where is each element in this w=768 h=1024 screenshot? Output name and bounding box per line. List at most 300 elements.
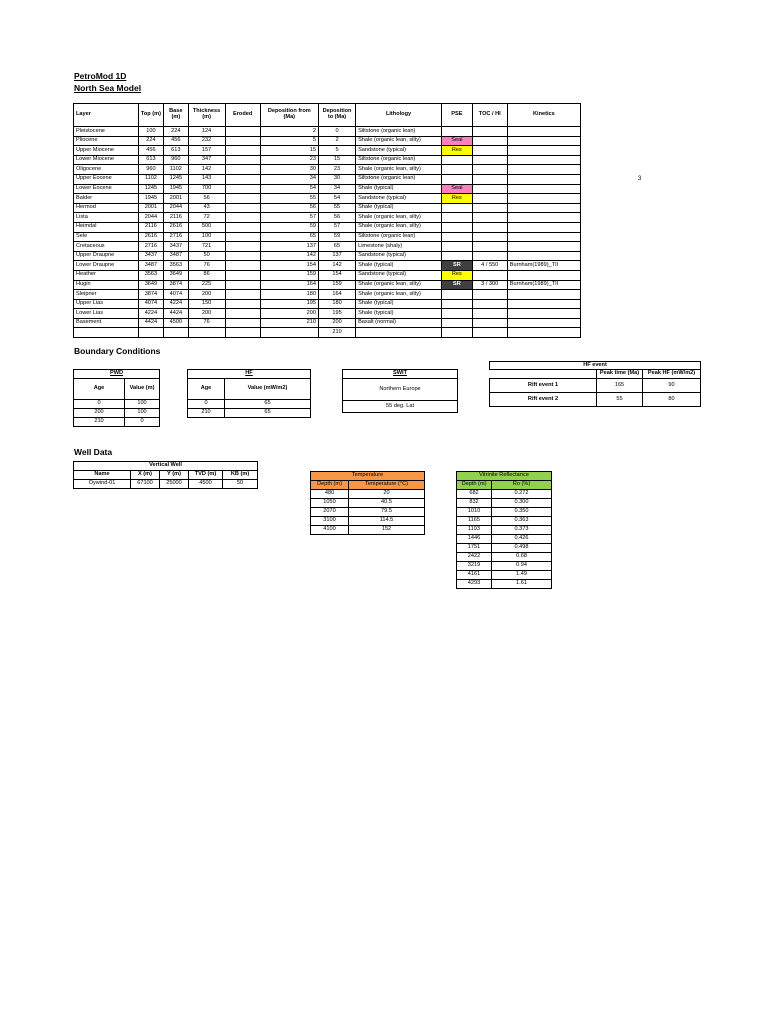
layer-cell-eroded bbox=[225, 261, 260, 271]
layer-cell-base: 4424 bbox=[164, 309, 188, 319]
layer-cell-kinetics bbox=[507, 222, 580, 232]
layer-row bbox=[74, 194, 581, 204]
layer-cell-lithology: Shale (typical) bbox=[356, 184, 442, 194]
layer-cell-kinetics bbox=[507, 184, 580, 194]
layer-row bbox=[74, 213, 581, 223]
layer-cell-kinetics bbox=[507, 203, 580, 213]
layer-cell-thickness: 76 bbox=[188, 318, 225, 328]
temperature-table bbox=[310, 471, 425, 535]
layer-cell-eroded bbox=[225, 299, 260, 309]
layer-cell-kinetics bbox=[507, 194, 580, 204]
layer-cell-lithology: Siltstone (organic lean) bbox=[356, 155, 442, 165]
layer-cell-lithology: Shale (typical) bbox=[356, 309, 442, 319]
hf-cell: 210 bbox=[188, 409, 225, 418]
layer-cell-toc-hi bbox=[472, 165, 507, 175]
layer-cell-top: 456 bbox=[138, 146, 163, 156]
layer-cell-top: 613 bbox=[138, 155, 163, 165]
layer-cell-dep-to: 0 bbox=[318, 127, 355, 137]
layer-cell-kinetics bbox=[507, 318, 580, 328]
vitrinite-row bbox=[457, 580, 552, 589]
layer-cell-pse: SR bbox=[441, 280, 472, 290]
layer-cell-dep-from: 154 bbox=[260, 261, 318, 271]
layer-cell-thickness: 157 bbox=[188, 146, 225, 156]
pwd-cell: 100 bbox=[125, 400, 160, 409]
swit-region: Northern Europe bbox=[343, 379, 458, 401]
vertical-well-table bbox=[73, 461, 258, 489]
vitrinite-cell: 0.363 bbox=[492, 517, 552, 526]
layer-cell-eroded bbox=[225, 146, 260, 156]
vitrinite-cell: 1446 bbox=[457, 535, 492, 544]
layer-cell-eroded bbox=[225, 309, 260, 319]
layer-cell-top: 4224 bbox=[138, 309, 163, 319]
layers-header-cell: Deposition from (Ma) bbox=[260, 104, 318, 127]
vitrinite-cell: 1193 bbox=[457, 526, 492, 535]
layer-cell-top: 3874 bbox=[138, 290, 163, 300]
vitrinite-cell: 0.300 bbox=[492, 499, 552, 508]
layer-cell-dep-from: 210 bbox=[260, 318, 318, 328]
hf-event-cell: 90 bbox=[643, 379, 701, 393]
layers-header-cell: Kinetics bbox=[507, 104, 580, 127]
layer-cell-dep-from bbox=[260, 328, 318, 338]
layer-row bbox=[74, 165, 581, 175]
layer-cell-dep-to: 23 bbox=[318, 165, 355, 175]
layer-row bbox=[74, 318, 581, 328]
layer-cell-eroded bbox=[225, 213, 260, 223]
layer-cell-top: 3563 bbox=[138, 270, 163, 280]
vitrinite-depth-header: Depth (m) bbox=[457, 481, 492, 490]
vitrinite-cell: 4161 bbox=[457, 571, 492, 580]
layer-cell-thickness: 200 bbox=[188, 309, 225, 319]
temperature-cell: 2070 bbox=[311, 508, 349, 517]
layer-cell-kinetics bbox=[507, 251, 580, 261]
layer-row bbox=[74, 309, 581, 319]
layer-cell-dep-to: 54 bbox=[318, 194, 355, 204]
layer-cell-layer: Basement bbox=[74, 318, 139, 328]
pwd-cell: 210 bbox=[74, 418, 125, 427]
layer-cell-lithology bbox=[356, 328, 442, 338]
layer-row bbox=[74, 261, 581, 271]
layer-cell-eroded bbox=[225, 318, 260, 328]
layers-header-cell: TOC / HI bbox=[472, 104, 507, 127]
layer-cell-toc-hi bbox=[472, 309, 507, 319]
layer-cell-lithology: Shale (typical) bbox=[356, 261, 442, 271]
layer-cell-layer: Lower Lias bbox=[74, 309, 139, 319]
layer-cell-dep-from: 56 bbox=[260, 203, 318, 213]
layer-cell-kinetics bbox=[507, 127, 580, 137]
layer-cell-layer: Sele bbox=[74, 232, 139, 242]
hf-event-cell: Rift event 1 bbox=[490, 379, 597, 393]
layer-cell-base: 2716 bbox=[164, 232, 188, 242]
layer-cell-dep-to: 55 bbox=[318, 203, 355, 213]
vertical-well-cell: 25000 bbox=[160, 480, 189, 489]
layer-cell-eroded bbox=[225, 270, 260, 280]
layer-cell-layer: Sleipner bbox=[74, 290, 139, 300]
well-title: Well Data bbox=[74, 447, 113, 457]
layer-cell-kinetics bbox=[507, 290, 580, 300]
layer-cell-layer: Upper Miocene bbox=[74, 146, 139, 156]
layer-cell-thickness: 143 bbox=[188, 174, 225, 184]
layer-cell-kinetics: Burnham(1989)_TII bbox=[507, 280, 580, 290]
vertical-well-cell: 67100 bbox=[131, 480, 160, 489]
layer-row bbox=[74, 290, 581, 300]
layer-cell-thickness: 142 bbox=[188, 165, 225, 175]
layer-cell-thickness: 86 bbox=[188, 270, 225, 280]
layer-cell-dep-from: 55 bbox=[260, 194, 318, 204]
vertical-well-cell: 50 bbox=[223, 480, 258, 489]
pwd-age-header: Age bbox=[74, 379, 125, 400]
layer-cell-pse bbox=[441, 318, 472, 328]
layer-cell-top: 2616 bbox=[138, 232, 163, 242]
temperature-cell: 3100 bbox=[311, 517, 349, 526]
vertical-well-header-cell: KB (m) bbox=[223, 471, 258, 480]
layer-cell-lithology: Shale (organic lean, silty) bbox=[356, 165, 442, 175]
swit-table bbox=[342, 369, 458, 413]
hf-event-cell: Rift event 2 bbox=[490, 393, 597, 407]
layer-cell-top: 2116 bbox=[138, 222, 163, 232]
pwd-row bbox=[74, 409, 160, 418]
vitrinite-cell: 2422 bbox=[457, 553, 492, 562]
layer-row bbox=[74, 270, 581, 280]
layer-cell-eroded bbox=[225, 194, 260, 204]
layer-cell-dep-to: 2 bbox=[318, 136, 355, 146]
vitrinite-cell: 0.94 bbox=[492, 562, 552, 571]
layer-cell-pse bbox=[441, 222, 472, 232]
layer-cell-toc-hi: 3 / 300 bbox=[472, 280, 507, 290]
layer-cell-pse bbox=[441, 203, 472, 213]
layer-cell-base: 3874 bbox=[164, 280, 188, 290]
hf-table bbox=[187, 369, 311, 418]
pwd-value-header: Value (m) bbox=[125, 379, 160, 400]
layer-cell-dep-to: 159 bbox=[318, 280, 355, 290]
layer-cell-thickness: 232 bbox=[188, 136, 225, 146]
layer-cell-eroded bbox=[225, 251, 260, 261]
layer-cell-toc-hi bbox=[472, 136, 507, 146]
layer-cell-dep-to: 56 bbox=[318, 213, 355, 223]
layer-cell-toc-hi bbox=[472, 203, 507, 213]
layer-cell-layer: Upper Lias bbox=[74, 299, 139, 309]
layer-cell-layer: Hugin bbox=[74, 280, 139, 290]
layer-cell-base: 456 bbox=[164, 136, 188, 146]
layer-cell-lithology: Siltstone (organic lean) bbox=[356, 232, 442, 242]
vitrinite-cell: 832 bbox=[457, 499, 492, 508]
layer-cell-dep-from: 5 bbox=[260, 136, 318, 146]
layer-row bbox=[74, 146, 581, 156]
layer-cell-top: 224 bbox=[138, 136, 163, 146]
vertical-well-header-cell: Name bbox=[74, 471, 131, 480]
layer-cell-eroded bbox=[225, 328, 260, 338]
vitrinite-cell: 1.49 bbox=[492, 571, 552, 580]
hf-event-table bbox=[489, 361, 701, 407]
layer-cell-base: 2001 bbox=[164, 194, 188, 204]
layer-cell-eroded bbox=[225, 136, 260, 146]
pwd-table bbox=[73, 369, 160, 427]
layer-cell-layer: Upper Draupne bbox=[74, 251, 139, 261]
layer-cell-pse bbox=[441, 213, 472, 223]
layer-row bbox=[74, 232, 581, 242]
hf-event-peak-time-header: Peak time (Ma) bbox=[597, 370, 643, 379]
layer-cell-kinetics bbox=[507, 242, 580, 252]
layer-cell-dep-to: 5 bbox=[318, 146, 355, 156]
layers-header-cell: Eroded bbox=[225, 104, 260, 127]
layer-cell-lithology: Sandstone (typical) bbox=[356, 270, 442, 280]
layer-cell-lithology: Siltstone (organic lean) bbox=[356, 174, 442, 184]
layers-header-cell: Base (m) bbox=[164, 104, 188, 127]
layer-cell-base: 4224 bbox=[164, 299, 188, 309]
hf-cell: 0 bbox=[188, 400, 225, 409]
layer-cell-layer: Heimdal bbox=[74, 222, 139, 232]
vitrinite-cell: 4293 bbox=[457, 580, 492, 589]
layers-header-cell: Lithology bbox=[356, 104, 442, 127]
layer-cell-layer: Hermod bbox=[74, 203, 139, 213]
layer-cell-toc-hi bbox=[472, 155, 507, 165]
pwd-title: PWD bbox=[74, 370, 160, 379]
temperature-row bbox=[311, 517, 425, 526]
layer-cell-dep-from: 30 bbox=[260, 165, 318, 175]
temperature-cell: 114.5 bbox=[349, 517, 425, 526]
vitrinite-row bbox=[457, 553, 552, 562]
layer-cell-eroded bbox=[225, 165, 260, 175]
layer-cell-layer: Lista bbox=[74, 213, 139, 223]
temperature-row bbox=[311, 490, 425, 499]
layer-cell-dep-to: 154 bbox=[318, 270, 355, 280]
layer-cell-base bbox=[164, 328, 188, 338]
temperature-cell: 40.5 bbox=[349, 499, 425, 508]
doc-subtitle: North Sea Model bbox=[74, 83, 142, 93]
layer-cell-base: 1945 bbox=[164, 184, 188, 194]
layer-cell-base: 224 bbox=[164, 127, 188, 137]
layer-cell-dep-to: 137 bbox=[318, 251, 355, 261]
layer-cell-base: 3437 bbox=[164, 242, 188, 252]
vitrinite-cell: 1.61 bbox=[492, 580, 552, 589]
vertical-well-row bbox=[74, 480, 258, 489]
layer-cell-eroded bbox=[225, 280, 260, 290]
layer-cell-layer: Oligocene bbox=[74, 165, 139, 175]
layer-cell-pse bbox=[441, 299, 472, 309]
layer-cell-layer: Lower Draupne bbox=[74, 261, 139, 271]
temperature-depth-header: Depth (m) bbox=[311, 481, 349, 490]
layers-header-cell: PSE bbox=[441, 104, 472, 127]
vertical-well-cell: 4500 bbox=[189, 480, 223, 489]
layer-cell-top: 2001 bbox=[138, 203, 163, 213]
vertical-well-header-cell: TVD (m) bbox=[189, 471, 223, 480]
layer-cell-eroded bbox=[225, 232, 260, 242]
vitrinite-row bbox=[457, 562, 552, 571]
layer-cell-kinetics bbox=[507, 232, 580, 242]
layer-cell-base: 3563 bbox=[164, 261, 188, 271]
layer-cell-pse bbox=[441, 232, 472, 242]
layers-table bbox=[73, 103, 581, 338]
vitrinite-title: Vitrinite Reflectance bbox=[457, 472, 552, 481]
layer-cell-dep-from: 15 bbox=[260, 146, 318, 156]
vitrinite-cell: 0.498 bbox=[492, 544, 552, 553]
temperature-cell: 4100 bbox=[311, 526, 349, 535]
vitrinite-cell: 3219 bbox=[457, 562, 492, 571]
layer-cell-toc-hi bbox=[472, 222, 507, 232]
layer-cell-toc-hi bbox=[472, 318, 507, 328]
temperature-cell: 79.5 bbox=[349, 508, 425, 517]
layer-cell-dep-to: 57 bbox=[318, 222, 355, 232]
layer-cell-dep-from: 180 bbox=[260, 290, 318, 300]
layer-cell-dep-from: 195 bbox=[260, 299, 318, 309]
layer-cell-pse bbox=[441, 309, 472, 319]
vertical-well-cell: Oywind-01 bbox=[74, 480, 131, 489]
layer-cell-toc-hi bbox=[472, 299, 507, 309]
layer-cell-lithology: Basalt (normal) bbox=[356, 318, 442, 328]
layer-cell-thickness: 72 bbox=[188, 213, 225, 223]
layer-cell-pse: Res bbox=[441, 194, 472, 204]
vitrinite-row bbox=[457, 508, 552, 517]
swit-title: SWIT bbox=[343, 370, 458, 379]
layer-cell-layer bbox=[74, 328, 139, 338]
layer-cell-layer: Lower Eocene bbox=[74, 184, 139, 194]
hf-event-cell: 165 bbox=[597, 379, 643, 393]
layer-cell-base: 4074 bbox=[164, 290, 188, 300]
layer-cell-dep-to: 15 bbox=[318, 155, 355, 165]
temperature-value-header: Temperature (°C) bbox=[349, 481, 425, 490]
layer-cell-thickness: 200 bbox=[188, 290, 225, 300]
layer-cell-lithology: Shale (organic lean, silty) bbox=[356, 213, 442, 223]
pwd-cell: 0 bbox=[125, 418, 160, 427]
layer-cell-base: 4500 bbox=[164, 318, 188, 328]
layer-cell-thickness: 721 bbox=[188, 242, 225, 252]
vitrinite-row bbox=[457, 499, 552, 508]
layer-cell-kinetics bbox=[507, 309, 580, 319]
layer-cell-toc-hi bbox=[472, 127, 507, 137]
layer-cell-layer: Upper Eocene bbox=[74, 174, 139, 184]
layer-cell-layer: Pliocene bbox=[74, 136, 139, 146]
layer-cell-pse bbox=[441, 155, 472, 165]
layer-cell-toc-hi bbox=[472, 194, 507, 204]
layer-row bbox=[74, 127, 581, 137]
layer-cell-dep-from: 159 bbox=[260, 270, 318, 280]
hf-event-title: HF event bbox=[490, 362, 701, 370]
layer-row bbox=[74, 299, 581, 309]
vitrinite-row bbox=[457, 526, 552, 535]
layer-cell-eroded bbox=[225, 127, 260, 137]
temperature-cell: 152 bbox=[349, 526, 425, 535]
layer-cell-toc-hi: 4 / 550 bbox=[472, 261, 507, 271]
vitrinite-cell: 1010 bbox=[457, 508, 492, 517]
pwd-row bbox=[74, 418, 160, 427]
layer-cell-kinetics bbox=[507, 165, 580, 175]
layer-cell-thickness: 50 bbox=[188, 251, 225, 261]
layer-cell-lithology: Shale (typical) bbox=[356, 203, 442, 213]
layer-cell-top: 100 bbox=[138, 127, 163, 137]
layer-cell-dep-from: 164 bbox=[260, 280, 318, 290]
layer-cell-dep-to: 180 bbox=[318, 299, 355, 309]
vitrinite-cell: 0.272 bbox=[492, 490, 552, 499]
temperature-title: Temperature bbox=[311, 472, 425, 481]
layer-cell-pse bbox=[441, 290, 472, 300]
layer-cell-thickness: 500 bbox=[188, 222, 225, 232]
layer-cell-lithology: Sandstone (typical) bbox=[356, 251, 442, 261]
layer-cell-kinetics bbox=[507, 213, 580, 223]
layer-cell-dep-from: 23 bbox=[260, 155, 318, 165]
layer-cell-dep-to: 59 bbox=[318, 232, 355, 242]
page-number: 3 bbox=[638, 176, 642, 182]
layer-cell-dep-from: 34 bbox=[260, 174, 318, 184]
layer-cell-pse: Seal bbox=[441, 136, 472, 146]
layer-cell-base: 3487 bbox=[164, 251, 188, 261]
vertical-well-header-cell: X (m) bbox=[131, 471, 160, 480]
layer-cell-dep-to: 200 bbox=[318, 318, 355, 328]
layer-cell-dep-to: 210 bbox=[318, 328, 355, 338]
hf-title: HF bbox=[188, 370, 311, 379]
vitrinite-cell: 1751 bbox=[457, 544, 492, 553]
layer-cell-dep-to: 65 bbox=[318, 242, 355, 252]
layer-cell-toc-hi bbox=[472, 174, 507, 184]
layer-cell-lithology: Limestone (shaly) bbox=[356, 242, 442, 252]
temperature-row bbox=[311, 499, 425, 508]
temperature-cell: 20 bbox=[349, 490, 425, 499]
layer-cell-base: 1245 bbox=[164, 174, 188, 184]
layer-cell-lithology: Shale (organic lean, silty) bbox=[356, 136, 442, 146]
layers-header-cell: Layer bbox=[74, 104, 139, 127]
layer-cell-thickness: 43 bbox=[188, 203, 225, 213]
pwd-cell: 200 bbox=[74, 409, 125, 418]
layer-cell-toc-hi bbox=[472, 242, 507, 252]
layer-cell-eroded bbox=[225, 155, 260, 165]
hf-event-cell: 80 bbox=[643, 393, 701, 407]
layer-cell-pse: SR bbox=[441, 261, 472, 271]
layer-cell-eroded bbox=[225, 222, 260, 232]
hf-cell: 65 bbox=[225, 400, 311, 409]
temperature-cell: 480 bbox=[311, 490, 349, 499]
layer-cell-layer: Heather bbox=[74, 270, 139, 280]
layer-cell-thickness bbox=[188, 328, 225, 338]
hf-event-row bbox=[490, 379, 701, 393]
layer-cell-kinetics bbox=[507, 146, 580, 156]
layer-cell-pse bbox=[441, 174, 472, 184]
layer-cell-dep-from: 137 bbox=[260, 242, 318, 252]
layer-cell-pse: Seal bbox=[441, 184, 472, 194]
hf-row bbox=[188, 409, 311, 418]
layer-cell-thickness: 347 bbox=[188, 155, 225, 165]
vitrinite-cell: 0.68 bbox=[492, 553, 552, 562]
layer-cell-lithology: Siltstone (organic lean) bbox=[356, 127, 442, 137]
layer-cell-layer: Cretaceous bbox=[74, 242, 139, 252]
layer-cell-toc-hi bbox=[472, 290, 507, 300]
layer-cell-pse bbox=[441, 242, 472, 252]
layer-cell-eroded bbox=[225, 242, 260, 252]
layer-cell-top: 1245 bbox=[138, 184, 163, 194]
layer-cell-eroded bbox=[225, 203, 260, 213]
layer-cell-base: 2616 bbox=[164, 222, 188, 232]
layer-cell-layer: Lower Miocene bbox=[74, 155, 139, 165]
vitrinite-table bbox=[456, 471, 552, 589]
layer-cell-base: 2044 bbox=[164, 203, 188, 213]
layer-row bbox=[74, 280, 581, 290]
temperature-cell: 1050 bbox=[311, 499, 349, 508]
layer-cell-dep-to: 34 bbox=[318, 184, 355, 194]
layer-cell-kinetics: Burnham(1989)_TII bbox=[507, 261, 580, 271]
layer-cell-dep-from: 200 bbox=[260, 309, 318, 319]
layer-cell-top: 3649 bbox=[138, 280, 163, 290]
layer-cell-pse bbox=[441, 328, 472, 338]
layer-cell-layer: Pleistocene bbox=[74, 127, 139, 137]
layer-cell-eroded bbox=[225, 184, 260, 194]
layer-cell-base: 1102 bbox=[164, 165, 188, 175]
layer-cell-dep-to: 195 bbox=[318, 309, 355, 319]
layer-cell-pse: Res bbox=[441, 146, 472, 156]
vitrinite-ro-header: Ro (%) bbox=[492, 481, 552, 490]
pwd-row bbox=[74, 400, 160, 409]
hf-cell: 65 bbox=[225, 409, 311, 418]
layer-cell-top bbox=[138, 328, 163, 338]
vitrinite-row bbox=[457, 535, 552, 544]
layer-row bbox=[74, 328, 581, 338]
layers-header-cell: Thickness (m) bbox=[188, 104, 225, 127]
